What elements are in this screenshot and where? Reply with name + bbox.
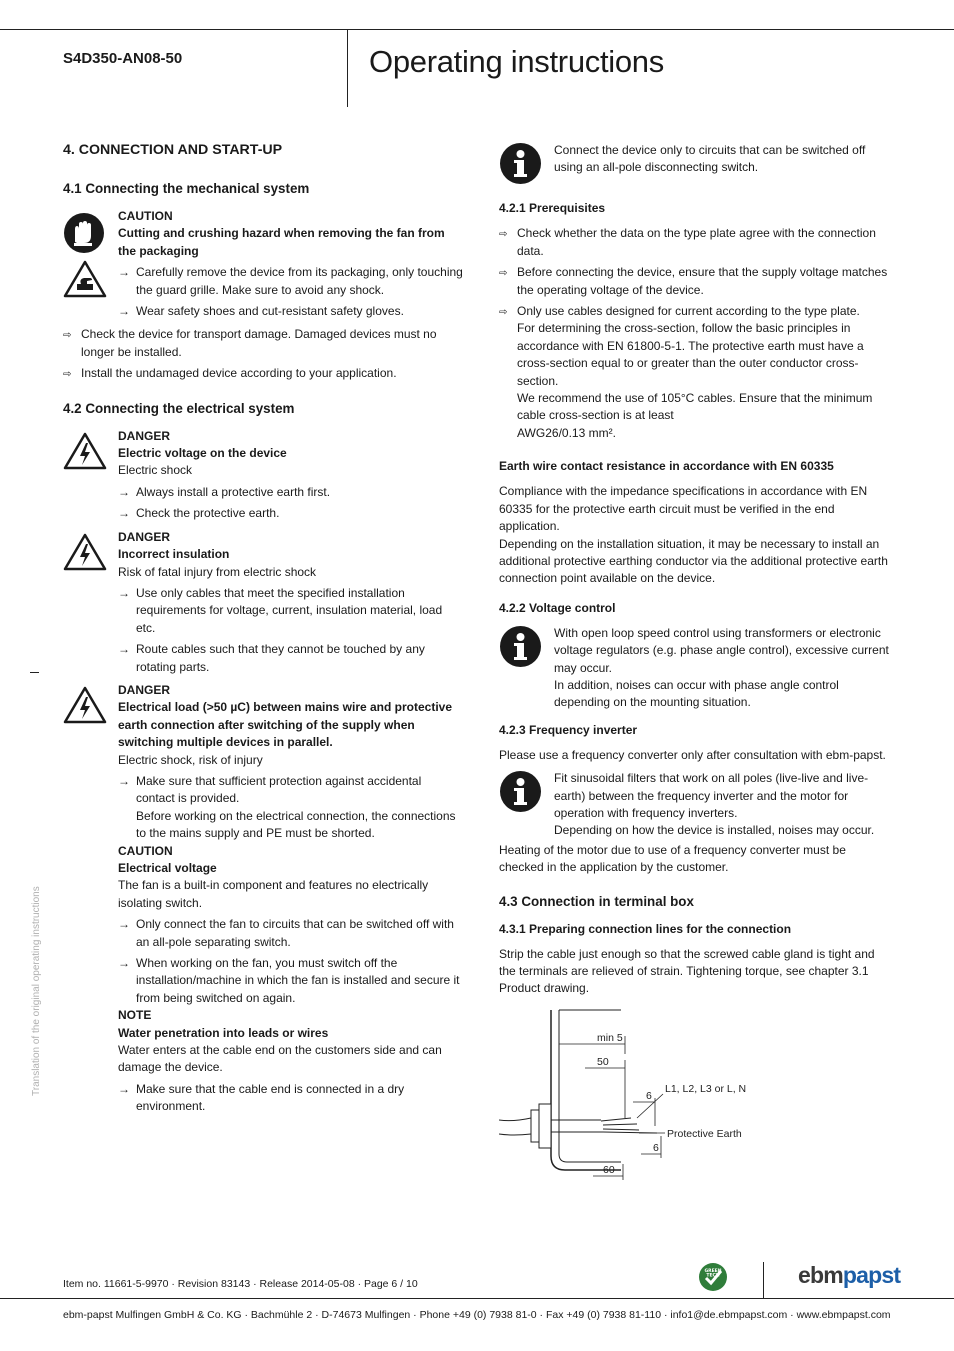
danger-load-block <box>63 682 463 1116</box>
dimension-60-label: 60 <box>603 1163 615 1176</box>
caution-heading: Cutting and crushing hazard when removing the fan from the packaging <box>118 226 445 258</box>
subsection-prerequisites-title: 4.2.1 Prerequisites <box>499 201 606 216</box>
caution-label: CAUTION <box>118 209 173 223</box>
green-badge-word: GREEN <box>704 1269 722 1274</box>
arrow-icon: → <box>118 642 130 657</box>
caution-heading: Electrical voltage <box>118 861 217 875</box>
footer-divider <box>763 1262 764 1298</box>
list-item: ⇨ Check the device for transport damage. Damaged devices must no longer be installed. <box>63 326 463 361</box>
list-item: ⇨ Only use cables designed for current according to the type plate. For determining the cross-section, follow the basic principles in accordance with EN 61800-5-1. The protective earth must have a cross-section equal to or greater than the outer conductor cross-section. We recommend the use of 105°C cables. Ensure that the minimum cable cross-section is at least AWG26/0.13 mm². <box>499 303 889 442</box>
green-tech-badge <box>698 1262 728 1297</box>
subsection-mechanical-title: 4.1 Connecting the mechanical system <box>63 181 310 196</box>
margin-mark <box>30 672 39 673</box>
heating-paragraph: Heating of the motor due to use of a frequency converter must be checked in the application by the customer. <box>499 842 846 875</box>
ebmpapst-logo <box>798 1262 900 1289</box>
arrow-icon: → <box>118 304 130 319</box>
note-label: NOTE <box>118 1008 152 1023</box>
danger-description: Electric shock <box>118 463 193 478</box>
note-heading: Water penetration into leads or wires <box>118 1025 329 1040</box>
instruction-step: → Check the protective earth. <box>118 505 463 522</box>
bullet-arrow-icon: ⇨ <box>63 330 72 342</box>
arrow-icon: → <box>118 484 130 499</box>
dimension-min5-label: min 5 <box>597 1031 623 1044</box>
arrow-icon: → <box>118 917 130 932</box>
info-block-voltage <box>499 625 889 712</box>
arrow-icon: → <box>118 956 130 971</box>
conductor-label: L1, L2, L3 or L, N <box>665 1082 747 1095</box>
caution-cutting-block <box>63 208 463 320</box>
info-text: With open loop speed control using transformers or electronic voltage regulators (e.g. phase angle control), excessive current may occur. In addition, noises can occur with phase angle control depending on the mounting situation. <box>554 625 889 710</box>
tech-badge-word: TECH <box>706 1273 720 1279</box>
header-divider <box>347 29 348 107</box>
instruction-step: → Carefully remove the device from its packaging, only touching the guard grille. Make sure to avoid any shock. <box>118 264 463 299</box>
bullet-arrow-icon: ⇨ <box>499 307 508 319</box>
subsection-electrical-title: 4.2 Connecting the electrical system <box>63 400 295 416</box>
logo-part: ebm <box>798 1262 843 1288</box>
earth-paragraph: Compliance with the impedance specifications in accordance with EN 60335 for the protective earth circuit must be verified in the end application. <box>499 484 868 534</box>
danger-heading: Incorrect insulation <box>118 547 230 562</box>
subsection-frequency-inverter-title: 4.2.3 Frequency inverter <box>499 722 638 737</box>
danger-heading: Electric voltage on the device <box>118 446 287 461</box>
dimension-6b-label: 6 <box>653 1141 659 1154</box>
list-item: ⇨ Check whether the data on the type plate agree with the connection data. <box>499 225 889 260</box>
danger-label: DANGER <box>118 682 171 697</box>
bullet-arrow-icon: ⇨ <box>63 369 72 381</box>
list-item: ⇨ Install the undamaged device according to your application. <box>63 365 463 383</box>
cable-stripping-drawing <box>499 1006 759 1182</box>
instruction-step: → When working on the fan, you must switch off the installation/machine in which the fan is installed and secure it from being switched on again. <box>118 955 463 1007</box>
green-tech-icon <box>698 1262 728 1292</box>
left-column <box>63 140 463 1122</box>
electrical-hazard-icon <box>63 432 107 470</box>
translation-note: Translation of the original operating instructions <box>31 886 42 1096</box>
dimension-50-label: 50 <box>597 1055 609 1068</box>
arrow-icon: → <box>118 1081 130 1096</box>
logo-part: papst <box>842 1262 901 1288</box>
header-top-rule <box>0 29 954 30</box>
danger-description: Risk of fatal injury from electric shock <box>118 564 317 579</box>
strip-paragraph: Strip the cable just enough so that the screwed cable gland is tight and the terminals are relieved of strain. Tightening torque, see chapter 3.1 Product drawing. <box>499 946 875 996</box>
info-icon <box>499 770 542 813</box>
danger-insulation-block <box>63 529 463 676</box>
info-block-filter <box>499 770 889 840</box>
caution-label: CAUTION <box>118 843 173 858</box>
footer-rule <box>0 1298 954 1299</box>
bullet-arrow-icon: ⇨ <box>499 229 508 241</box>
earth-resistance-title: Earth wire contact resistance in accordance with EN 60335 <box>499 459 834 474</box>
danger-heading: Electrical load (>50 µC) between mains wire and protective earth connection after switching of the supply when switching multiple devices in parallel. <box>118 700 453 750</box>
electrical-hazard-icon <box>63 533 107 571</box>
instruction-step: → Route cables such that they cannot be touched by any rotating parts. <box>118 641 463 676</box>
instruction-step: → Make sure that sufficient protection against accidental contact is provided. Before working on the electrical connection, the connections to the mains supply and PE must be shorted. <box>118 773 463 843</box>
danger-label: DANGER <box>118 529 171 544</box>
page-title: Operating instructions <box>369 44 664 79</box>
section-title: 4. CONNECTION AND START-UP <box>63 142 283 158</box>
note-description: Water enters at the cable end on the customers side and can damage the device. <box>118 1043 442 1075</box>
subsection-preparing-lines-title: 4.3.1 Preparing connection lines for the connection <box>499 921 792 936</box>
arrow-icon: → <box>118 773 130 788</box>
arrow-icon: → <box>118 585 130 600</box>
instruction-step: → Always install a protective earth first. <box>118 484 463 501</box>
instruction-step: → Use only cables that meet the specified installation requirements for voltage, current, insulation material, load etc. <box>118 585 463 637</box>
instruction-step: → Wear safety shoes and cut-resistant safety gloves. <box>118 303 463 320</box>
subsection-voltage-control-title: 4.2.2 Voltage control <box>499 600 616 615</box>
info-icon <box>499 142 542 185</box>
info-icon <box>499 625 542 668</box>
frequency-paragraph: Please use a frequency converter only after consultation with ebm-papst. <box>499 747 886 762</box>
info-text: Fit sinusoidal filters that work on all poles (live-live and live-earth) between the frequency inverter and the motor for operation with frequency inverters. Depending on how the device is installed, noises may occur. <box>554 771 875 838</box>
danger-description: Electric shock, risk of injury <box>118 752 263 767</box>
right-column <box>499 142 889 1182</box>
arrow-icon: → <box>118 506 130 521</box>
info-text: Connect the device only to circuits that can be switched off using an all-pole disconnecting switch. <box>554 143 866 175</box>
info-block-switch <box>499 142 889 190</box>
earth-paragraph: Depending on the installation situation, it may be necessary to install an additional protective earthing conductor via the additional protective earth connection point available on the device. <box>499 536 888 586</box>
model-number: S4D350-AN08-50 <box>63 50 183 67</box>
instruction-step: → Only connect the fan to circuits that can be switched off with an all-pole separating switch. <box>118 916 463 951</box>
footer-item-info: Item no. 11661-5-9970 · Revision 83143 · Release 2014-05-08 · Page 6 / 10 <box>63 1278 418 1290</box>
protective-earth-label: Protective Earth <box>667 1127 742 1140</box>
subsection-terminal-box-title: 4.3 Connection in terminal box <box>499 893 694 909</box>
list-item: ⇨ Before connecting the device, ensure that the supply voltage matches the operating voltage of the device. <box>499 264 889 299</box>
danger-label: DANGER <box>118 428 171 443</box>
electrical-hazard-icon <box>63 686 107 724</box>
dimension-6a-label: 6 <box>646 1089 652 1102</box>
caution-description: The fan is a built-in component and features no electrically isolating switch. <box>118 878 429 910</box>
gloves-mandatory-icon <box>63 212 105 254</box>
footer-address: ebm-papst Mulfingen GmbH & Co. KG · Bachmühle 2 · D-74673 Mulfingen · Phone +49 (0) 7938 81-0 · Fax +49 (0) 7938 81-110 · info1@de.ebmpapst.com · www.ebmpapst.com <box>63 1309 891 1321</box>
arrow-icon: → <box>118 265 130 280</box>
crushing-hazard-icon <box>63 260 107 298</box>
danger-voltage-block <box>63 428 463 523</box>
bullet-arrow-icon: ⇨ <box>499 268 508 280</box>
instruction-step: → Make sure that the cable end is connected in a dry environment. <box>118 1081 463 1116</box>
